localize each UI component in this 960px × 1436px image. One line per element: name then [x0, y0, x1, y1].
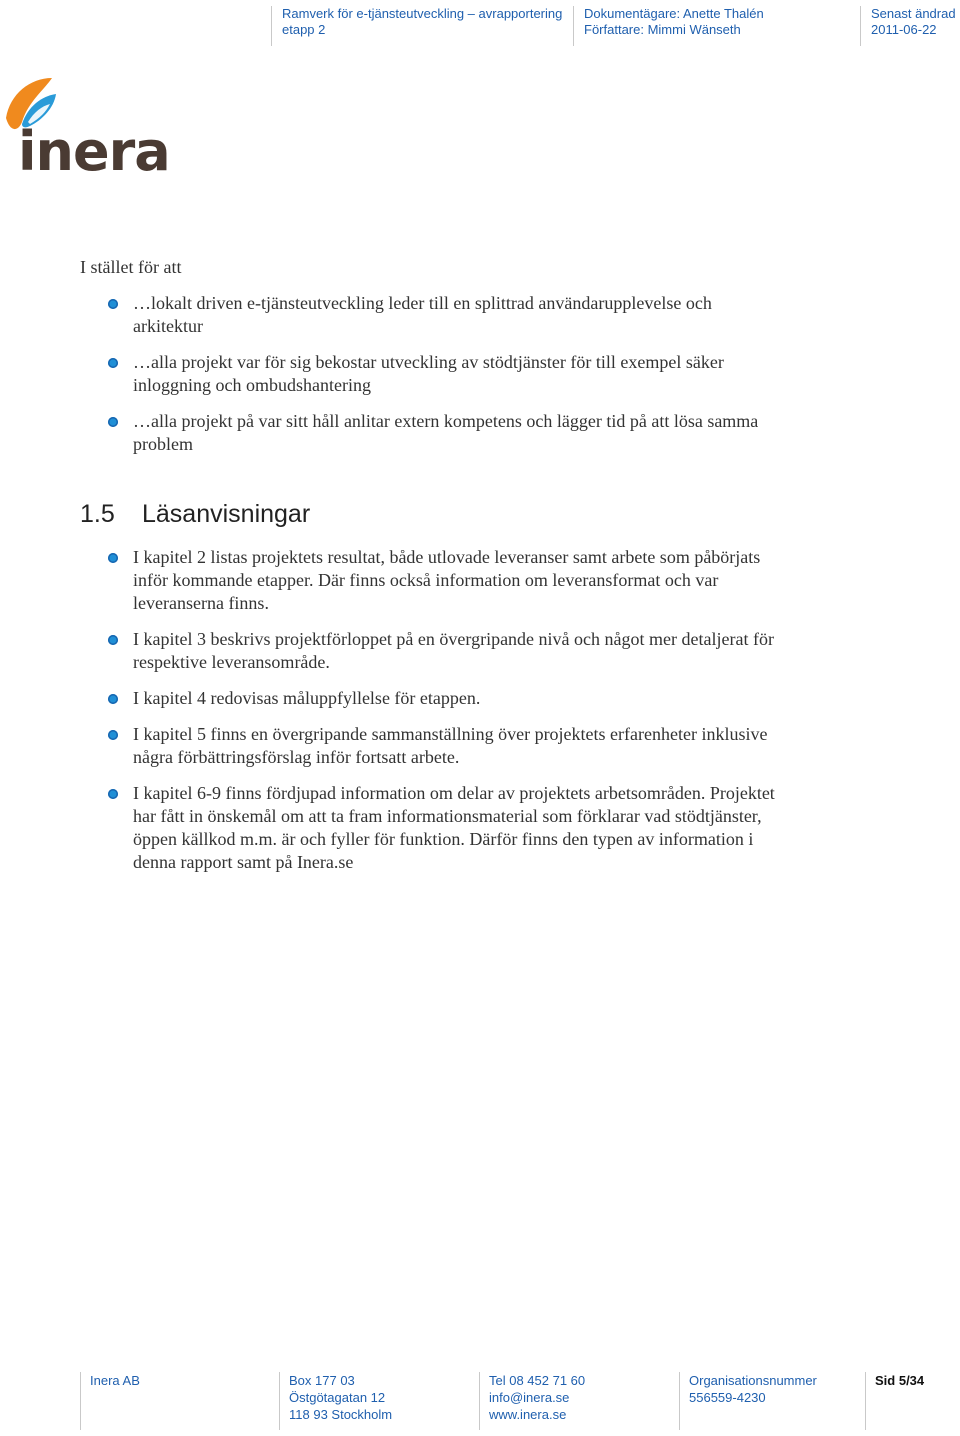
- footer-org-label: Organisationsnummer: [689, 1373, 817, 1388]
- footer-company: [80, 1372, 270, 1430]
- list-item: [108, 292, 868, 338]
- footer-page-number: [865, 1372, 955, 1430]
- list-item-line: I kapitel 4 redovisas måluppfyllelse för etappen.: [133, 688, 481, 708]
- bullet-icon: [108, 299, 118, 309]
- bullet-icon: [108, 417, 118, 427]
- footer-email-link[interactable]: info@inera.se: [489, 1390, 570, 1405]
- header-owner: Dokumentägare: Anette Thalén: [584, 6, 764, 21]
- list-item: [108, 687, 868, 710]
- footer-address-line: Östgötagatan 12: [289, 1390, 386, 1405]
- page-number: Sid 5/34: [875, 1373, 925, 1388]
- bullet-icon: [108, 553, 118, 563]
- footer-address-line: Box 177 03: [289, 1373, 355, 1388]
- bullet-icon: [108, 730, 118, 740]
- header-author: Författare: Mimmi Wänseth: [584, 22, 741, 37]
- inera-flame-logo-icon: [0, 72, 180, 182]
- footer-address: [279, 1372, 469, 1430]
- list-item-line: …alla projekt var för sig bekostar utveckling av stödtjänster för till exempel säker: [133, 352, 724, 372]
- bullet-icon: [108, 694, 118, 704]
- list-item-line: …alla projekt på var sitt håll anlitar extern kompetens och lägger tid på att lösa samma: [133, 411, 759, 431]
- list-item-line: problem: [133, 434, 193, 454]
- page-header: [0, 0, 960, 50]
- list-item: [108, 546, 868, 615]
- list-item-line: inför kommande etapper. Där finns också information om leveransformat och var: [133, 570, 719, 590]
- footer-phone: Tel 08 452 71 60: [489, 1373, 586, 1388]
- bullet-icon: [108, 635, 118, 645]
- list-item-line: några förbättringsförslag inför fortsatt arbete.: [133, 747, 460, 767]
- footer-org: [679, 1372, 849, 1430]
- bullet-icon: [108, 358, 118, 368]
- list-item-line: inloggning och ombudshantering: [133, 375, 371, 395]
- list-item: [108, 782, 868, 874]
- list-item-line: arkitektur: [133, 316, 203, 336]
- list-item-line: denna rapport samt på Inera.se: [133, 852, 354, 872]
- logo-wordmark: inera: [18, 120, 170, 182]
- intro-text: I stället för att: [80, 257, 182, 277]
- list-item-line: har fått in önskemål om att ta fram informationsmaterial som förklarar vad stödtjänster,: [133, 806, 762, 826]
- list-item-line: respektive leveransområde.: [133, 652, 330, 672]
- page-footer: [0, 1372, 960, 1432]
- footer-address-line: 118 93 Stockholm: [289, 1407, 393, 1422]
- bullet-icon: [108, 789, 118, 799]
- list-item-line: I kapitel 2 listas projektets resultat, både utlovade leveranser samt arbete som påbörjats: [133, 547, 761, 567]
- header-document-info: [573, 6, 854, 46]
- header-changed-label: Senast ändrad: [871, 6, 956, 21]
- section-bullet-list: [108, 546, 868, 874]
- inera-logo: [0, 72, 180, 187]
- section-title: Läsanvisningar: [142, 500, 311, 528]
- list-item-line: I kapitel 6-9 finns fördjupad information om delar av projektets arbetsområden. Projektet: [133, 783, 775, 803]
- list-item-line: …lokalt driven e-tjänsteutveckling leder till en splittrad användarupplevelse och: [133, 293, 712, 313]
- list-item-line: leveranserna finns.: [133, 593, 269, 613]
- section-heading: [80, 500, 310, 529]
- list-item: [108, 628, 868, 674]
- list-item-line: I kapitel 3 beskrivs projektförloppet på en övergripande nivå och något mer detaljerat för: [133, 629, 774, 649]
- list-item-line: I kapitel 5 finns en övergripande sammanställning över projektets erfarenheter inklusive: [133, 724, 768, 744]
- header-changed-date: 2011-06-22: [871, 22, 937, 37]
- footer-contact: [479, 1372, 669, 1430]
- footer-website-link[interactable]: www.inera.se: [489, 1407, 567, 1422]
- header-title-line2: etapp 2: [282, 22, 326, 37]
- footer-company-name: Inera AB: [90, 1373, 140, 1388]
- intro-bullet-list: [108, 292, 868, 456]
- footer-org-number: 556559-4230: [689, 1390, 766, 1405]
- section-number: 1.5: [80, 500, 115, 528]
- list-item: [108, 723, 868, 769]
- header-title: [271, 6, 572, 46]
- header-title-line1: Ramverk för e-tjänsteutveckling – avrapportering: [282, 6, 563, 21]
- list-item: [108, 351, 868, 397]
- list-item: [108, 410, 868, 456]
- header-change-info: [860, 6, 960, 46]
- list-item-line: öppen källkod m.m. är och fyller för funktion. Därför finns den typen av information i: [133, 829, 754, 849]
